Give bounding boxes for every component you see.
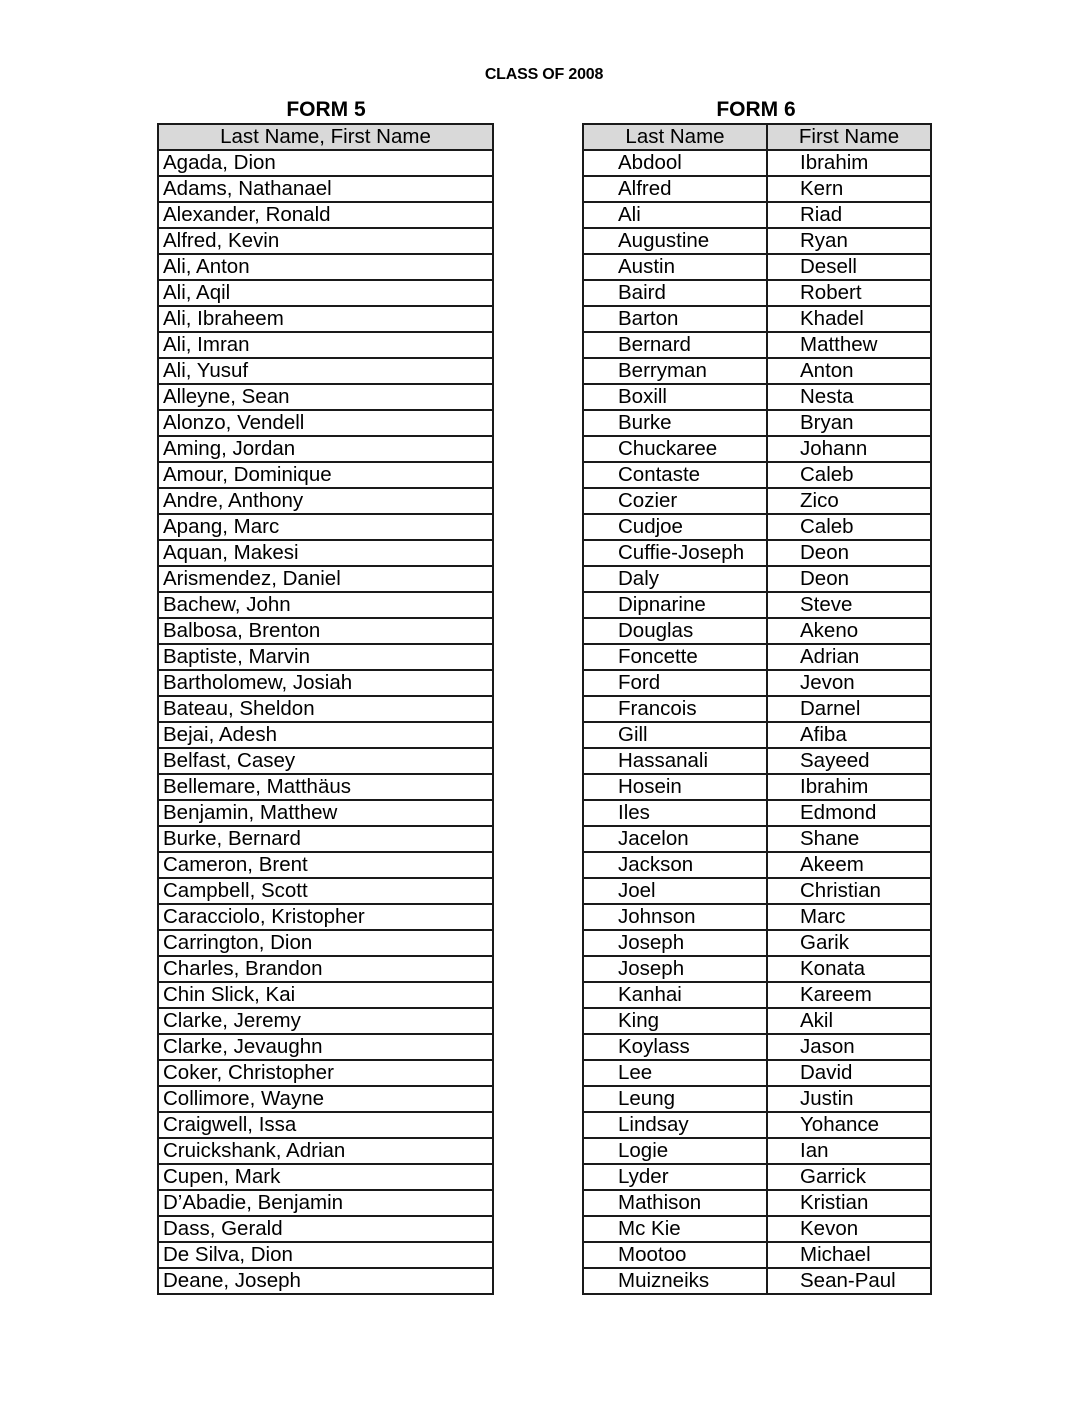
student-name: Benjamin, Matthew: [158, 800, 493, 826]
student-first-name: Kristian: [767, 1190, 931, 1216]
student-last-name: Mc Kie: [583, 1216, 767, 1242]
student-name: Caracciolo, Kristopher: [158, 904, 493, 930]
table-row: [158, 1164, 493, 1190]
student-name: Bellemare, Matthäus: [158, 774, 493, 800]
table-row: [583, 1138, 931, 1164]
student-name: D’Abadie, Benjamin: [158, 1190, 493, 1216]
student-name: Clarke, Jeremy: [158, 1008, 493, 1034]
student-last-name: Baird: [583, 280, 767, 306]
student-first-name: Desell: [767, 254, 931, 280]
student-name: Craigwell, Issa: [158, 1112, 493, 1138]
table-row: [158, 488, 493, 514]
student-last-name: Muizneiks: [583, 1268, 767, 1294]
student-name: Dass, Gerald: [158, 1216, 493, 1242]
student-last-name: Jacelon: [583, 826, 767, 852]
student-last-name: Bernard: [583, 332, 767, 358]
student-first-name: Justin: [767, 1086, 931, 1112]
student-first-name: Kevon: [767, 1216, 931, 1242]
student-name: Amour, Dominique: [158, 462, 493, 488]
student-first-name: Darnel: [767, 696, 931, 722]
student-first-name: Kareem: [767, 982, 931, 1008]
table-row: [583, 228, 931, 254]
table-row: [158, 774, 493, 800]
student-first-name: Anton: [767, 358, 931, 384]
table-row: [583, 956, 931, 982]
table-row: [158, 878, 493, 904]
student-name: Collimore, Wayne: [158, 1086, 493, 1112]
student-name: Campbell, Scott: [158, 878, 493, 904]
student-last-name: Augustine: [583, 228, 767, 254]
table-row: [158, 644, 493, 670]
table-row: [583, 514, 931, 540]
student-first-name: Caleb: [767, 514, 931, 540]
table-row: [583, 436, 931, 462]
student-name: Deane, Joseph: [158, 1268, 493, 1294]
table-row: [583, 696, 931, 722]
student-name: Andre, Anthony: [158, 488, 493, 514]
table-row: [583, 176, 931, 202]
student-first-name: Sayeed: [767, 748, 931, 774]
student-first-name: Ryan: [767, 228, 931, 254]
form5-table: [157, 123, 494, 1295]
student-last-name: Chuckaree: [583, 436, 767, 462]
student-name: Apang, Marc: [158, 514, 493, 540]
student-last-name: Jackson: [583, 852, 767, 878]
student-first-name: Caleb: [767, 462, 931, 488]
student-last-name: Joseph: [583, 956, 767, 982]
student-name: Aquan, Makesi: [158, 540, 493, 566]
table-row: [583, 982, 931, 1008]
student-last-name: Hosein: [583, 774, 767, 800]
student-last-name: Hassanali: [583, 748, 767, 774]
student-name: Baptiste, Marvin: [158, 644, 493, 670]
student-first-name: Akeno: [767, 618, 931, 644]
student-name: Burke, Bernard: [158, 826, 493, 852]
student-first-name: Zico: [767, 488, 931, 514]
table-row: [158, 852, 493, 878]
student-last-name: Foncette: [583, 644, 767, 670]
table-row: [583, 202, 931, 228]
student-first-name: Nesta: [767, 384, 931, 410]
student-first-name: Ibrahim: [767, 774, 931, 800]
student-last-name: Ali: [583, 202, 767, 228]
student-name: Alleyne, Sean: [158, 384, 493, 410]
table-row: [158, 1112, 493, 1138]
student-name: Clarke, Jevaughn: [158, 1034, 493, 1060]
student-name: Aming, Jordan: [158, 436, 493, 462]
table-row: [158, 982, 493, 1008]
student-first-name: Khadel: [767, 306, 931, 332]
table-row: [158, 1138, 493, 1164]
table-row: [158, 1190, 493, 1216]
student-first-name: Riad: [767, 202, 931, 228]
student-name: Coker, Christopher: [158, 1060, 493, 1086]
table-row: [158, 358, 493, 384]
table-row: [158, 254, 493, 280]
table-row: [583, 254, 931, 280]
table-row: [583, 592, 931, 618]
table-row: [158, 540, 493, 566]
table-row: [583, 644, 931, 670]
table-row: [158, 592, 493, 618]
table-row: [583, 826, 931, 852]
table-row: [583, 1008, 931, 1034]
student-name: Alonzo, Vendell: [158, 410, 493, 436]
table-row: [583, 332, 931, 358]
student-last-name: Boxill: [583, 384, 767, 410]
table-row: [158, 696, 493, 722]
student-last-name: Kanhai: [583, 982, 767, 1008]
student-last-name: Alfred: [583, 176, 767, 202]
student-name: Arismendez, Daniel: [158, 566, 493, 592]
student-last-name: Joel: [583, 878, 767, 904]
student-first-name: Deon: [767, 540, 931, 566]
student-first-name: Afiba: [767, 722, 931, 748]
document-title: CLASS OF 2008: [484, 66, 604, 83]
student-first-name: Ibrahim: [767, 150, 931, 176]
student-first-name: Edmond: [767, 800, 931, 826]
table-row: [158, 462, 493, 488]
student-last-name: Francois: [583, 696, 767, 722]
table-row: [583, 566, 931, 592]
table-row: [158, 202, 493, 228]
student-first-name: Garrick: [767, 1164, 931, 1190]
student-first-name: Akeem: [767, 852, 931, 878]
table-row: [158, 176, 493, 202]
student-name: Balbosa, Brenton: [158, 618, 493, 644]
table-row: [583, 410, 931, 436]
student-name: Ali, Imran: [158, 332, 493, 358]
form5-body: [158, 150, 493, 1294]
student-first-name: Ian: [767, 1138, 931, 1164]
student-name: Alfred, Kevin: [158, 228, 493, 254]
student-last-name: Lindsay: [583, 1112, 767, 1138]
table-row: [583, 1060, 931, 1086]
table-row: [583, 748, 931, 774]
student-first-name: Robert: [767, 280, 931, 306]
table-row: [583, 150, 931, 176]
student-last-name: Mathison: [583, 1190, 767, 1216]
student-first-name: Konata: [767, 956, 931, 982]
table-row: [583, 618, 931, 644]
table-row: [583, 1164, 931, 1190]
table-row: [583, 1216, 931, 1242]
table-row: [583, 462, 931, 488]
table-row: [158, 436, 493, 462]
table-row: [583, 1242, 931, 1268]
form6-header-first-name: First Name: [767, 124, 931, 150]
table-row: [583, 488, 931, 514]
table-row: [583, 722, 931, 748]
table-row: [583, 306, 931, 332]
student-first-name: David: [767, 1060, 931, 1086]
student-name: Agada, Dion: [158, 150, 493, 176]
table-row: [158, 384, 493, 410]
student-last-name: Contaste: [583, 462, 767, 488]
student-last-name: Iles: [583, 800, 767, 826]
student-last-name: Joseph: [583, 930, 767, 956]
student-first-name: Adrian: [767, 644, 931, 670]
student-name: Ali, Yusuf: [158, 358, 493, 384]
table-row: [158, 956, 493, 982]
table-row: [158, 410, 493, 436]
table-row: [583, 904, 931, 930]
table-row: [158, 566, 493, 592]
table-row: [583, 1034, 931, 1060]
student-last-name: King: [583, 1008, 767, 1034]
table-row: [158, 800, 493, 826]
table-row: [583, 384, 931, 410]
student-name: Cameron, Brent: [158, 852, 493, 878]
table-row: [583, 774, 931, 800]
table-row: [158, 514, 493, 540]
table-row: [583, 1190, 931, 1216]
student-first-name: Marc: [767, 904, 931, 930]
student-first-name: Jevon: [767, 670, 931, 696]
student-name: Ali, Ibraheem: [158, 306, 493, 332]
student-first-name: Bryan: [767, 410, 931, 436]
student-first-name: Steve: [767, 592, 931, 618]
student-last-name: Koylass: [583, 1034, 767, 1060]
table-row: [158, 722, 493, 748]
student-name: Belfast, Casey: [158, 748, 493, 774]
table-row: [583, 540, 931, 566]
student-last-name: Mootoo: [583, 1242, 767, 1268]
student-last-name: Daly: [583, 566, 767, 592]
table-row: [158, 150, 493, 176]
table-row: [583, 878, 931, 904]
student-name: Bachew, John: [158, 592, 493, 618]
student-last-name: Cudjoe: [583, 514, 767, 540]
table-row: [583, 358, 931, 384]
form5-title: FORM 5: [286, 98, 366, 121]
table-row: [158, 1268, 493, 1294]
table-row: [158, 1060, 493, 1086]
student-first-name: Michael: [767, 1242, 931, 1268]
student-last-name: Logie: [583, 1138, 767, 1164]
student-name: Cupen, Mark: [158, 1164, 493, 1190]
table-row: [158, 1242, 493, 1268]
table-row: [583, 800, 931, 826]
student-last-name: Johnson: [583, 904, 767, 930]
table-row: [158, 280, 493, 306]
table-row: [583, 1112, 931, 1138]
student-last-name: Dipnarine: [583, 592, 767, 618]
table-row: [158, 1216, 493, 1242]
student-name: Cruickshank, Adrian: [158, 1138, 493, 1164]
table-row: [583, 280, 931, 306]
table-row: [158, 228, 493, 254]
table-row: [158, 1086, 493, 1112]
student-first-name: Akil: [767, 1008, 931, 1034]
student-last-name: Douglas: [583, 618, 767, 644]
form6-header-row: [583, 124, 931, 150]
form6-title: FORM 6: [716, 98, 796, 121]
table-row: [158, 306, 493, 332]
student-first-name: Sean-Paul: [767, 1268, 931, 1294]
student-last-name: Barton: [583, 306, 767, 332]
table-row: [583, 670, 931, 696]
student-last-name: Austin: [583, 254, 767, 280]
student-last-name: Cuffie-Joseph: [583, 540, 767, 566]
student-name: Adams, Nathanael: [158, 176, 493, 202]
table-row: [158, 670, 493, 696]
table-row: [158, 748, 493, 774]
student-first-name: Garik: [767, 930, 931, 956]
student-last-name: Leung: [583, 1086, 767, 1112]
student-last-name: Cozier: [583, 488, 767, 514]
student-first-name: Deon: [767, 566, 931, 592]
student-name: Ali, Anton: [158, 254, 493, 280]
form5-header-name: Last Name, First Name: [158, 124, 493, 150]
student-name: Ali, Aqil: [158, 280, 493, 306]
student-first-name: Shane: [767, 826, 931, 852]
student-name: Bejai, Adesh: [158, 722, 493, 748]
student-last-name: Burke: [583, 410, 767, 436]
student-name: Alexander, Ronald: [158, 202, 493, 228]
form5-header-row: [158, 124, 493, 150]
student-name: Bateau, Sheldon: [158, 696, 493, 722]
table-row: [158, 1034, 493, 1060]
student-name: De Silva, Dion: [158, 1242, 493, 1268]
student-first-name: Johann: [767, 436, 931, 462]
student-first-name: Jason: [767, 1034, 931, 1060]
student-last-name: Gill: [583, 722, 767, 748]
student-name: Bartholomew, Josiah: [158, 670, 493, 696]
student-name: Charles, Brandon: [158, 956, 493, 982]
table-row: [583, 1268, 931, 1294]
form6-table: [582, 123, 932, 1295]
table-row: [158, 332, 493, 358]
student-last-name: Lee: [583, 1060, 767, 1086]
table-row: [158, 904, 493, 930]
student-name: Chin Slick, Kai: [158, 982, 493, 1008]
table-row: [583, 1086, 931, 1112]
student-name: Carrington, Dion: [158, 930, 493, 956]
student-first-name: Christian: [767, 878, 931, 904]
table-row: [583, 852, 931, 878]
table-row: [158, 1008, 493, 1034]
student-last-name: Ford: [583, 670, 767, 696]
student-last-name: Lyder: [583, 1164, 767, 1190]
student-last-name: Abdool: [583, 150, 767, 176]
student-first-name: Kern: [767, 176, 931, 202]
form6-header-last-name: Last Name: [583, 124, 767, 150]
table-row: [583, 930, 931, 956]
table-row: [158, 826, 493, 852]
form6-body: [583, 150, 931, 1294]
student-first-name: Yohance: [767, 1112, 931, 1138]
table-row: [158, 930, 493, 956]
student-first-name: Matthew: [767, 332, 931, 358]
student-last-name: Berryman: [583, 358, 767, 384]
table-row: [158, 618, 493, 644]
